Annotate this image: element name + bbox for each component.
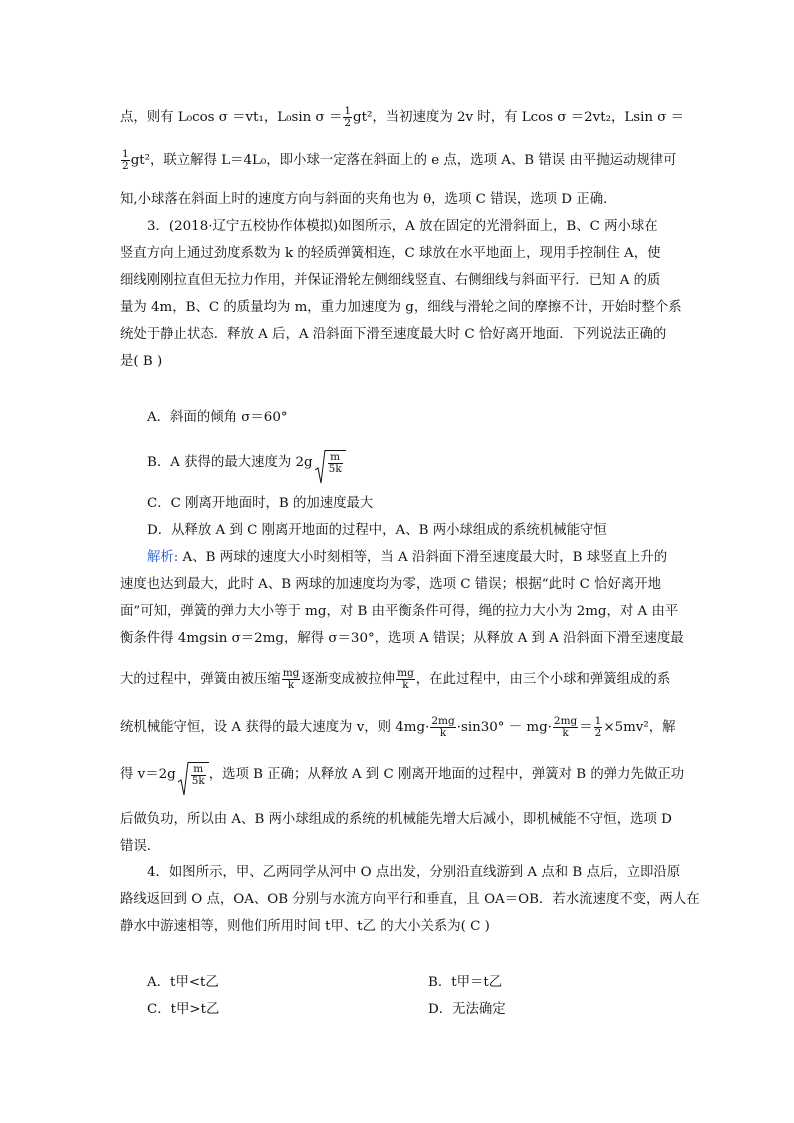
q3-option-b: B．A 获得的最大速度为 2g $\frac{m}{5k}$ — [147, 450, 346, 475]
solution-prev-line-3: 知,小球落在斜面上时的速度方向与斜面的夹角也为 θ，选项 C 错误，选项 D 正确． — [120, 192, 617, 207]
q3-stem-line-2: 竖直方向上通过劲度系数为 k 的轻质弹簧相连，C 球放在水平地面上，现用手控制住 A，使 — [120, 246, 661, 261]
analysis-line-3: 面”可知，弹簧的弹力大小等于 mg，对 B 由平衡条件可得，绳的拉力大小为 2mg，对 A 由平 — [120, 604, 679, 619]
solution-prev-line-2: $\frac{1}{2}$ gt²，联立解得 L＝4L₀，即小球一定落在斜面上的 e 点，选项 A、B 错误 由平抛运动规律可 — [122, 148, 677, 172]
sqrt-expression: $\frac{m}{5k}$ — [315, 450, 346, 475]
analysis-line-8: 后做负功，所以由 A、B 两小球组成的系统的机械能先增大后减小，即机械能不守恒，选项 D — [120, 812, 672, 827]
q4-stem-line-1: 4．如图所示，甲、乙两同学从河中 O 点出发，分别沿直线游到 A 点和 B 点后，立即沿原 — [147, 865, 681, 880]
q4-option-b: B．t甲＝t乙 — [428, 975, 503, 990]
q3-option-c: C．C 刚离开地面时，B 的加速度最大 — [147, 496, 374, 511]
q4-option-c: C．t甲>t乙 — [147, 1002, 220, 1017]
analysis-line-5: 大的过程中，弹簧由被压缩 $\frac{mg}{k}$ 逐渐变成被拉伸 $\frac{mg}{k}$ ，在此过程中，由三个小球和弹簧组成的系 — [120, 667, 671, 691]
analysis-line-1: 解析: A、B 两球的速度大小时刻相等，当 A 沿斜面下滑至速度最大时，B 球竖直上升的 — [147, 550, 668, 565]
q3-option-a: A．斜面的倾角 σ＝60° — [147, 410, 288, 425]
q3-stem-line-4: 量为 4m，B、C 的质量均为 m，重力加速度为 g，细线与滑轮之间的摩擦不计，开始时整个系 — [120, 300, 682, 315]
analysis-line-7: 得 v＝2g $\frac{m}{5k}$ ，选项 B 正确；从释放 A 到 C 刚离开地面的过程中，弹簧对 B 的弹力先做正功 — [120, 762, 684, 787]
analysis-line-6: 统机械能守恒，设 A 获得的最大速度为 v，则 4mg· $\frac{2mg}{k}$ ·sin30° － mg· $\frac{2mg}{k}$ ＝ $\frac{1}{2}$ ×5mv²，解 — [120, 715, 676, 739]
sqrt-expression: $\frac{m}{5k}$ — [178, 762, 209, 787]
analysis-line-4: 衡条件得 4mgsin σ＝2mg，解得 σ＝30°，选项 A 错误；从释放 A 到 A 沿斜面下滑至速度最 — [120, 631, 684, 646]
solution-prev-line-1: 点，则有 L₀cos σ ＝vt₁，L₀sin σ ＝ $\frac{1}{2}$ gt²，当初速度为 2v 时，有 Lcos σ ＝2vt₂，Lsin σ ＝ — [120, 105, 685, 129]
q3-stem-line-6: 是( B ) — [120, 354, 163, 369]
q4-stem-line-2: 路线返回到 O 点，OA、OB 分别与水流方向平行和垂直，且 OA＝OB．若水流速度不变，两人在 — [120, 892, 700, 907]
q4-stem-line-3: 静水中游速相等，则他们所用时间 t甲、t乙 的大小关系为( C ) — [120, 919, 490, 934]
q4-option-a: A．t甲<t乙 — [147, 975, 219, 990]
q3-option-d: D．从释放 A 到 C 刚离开地面的过程中，A、B 两小球组成的系统机械能守恒 — [147, 523, 607, 538]
analysis-line-9: 错误． — [120, 839, 161, 854]
q3-stem-line-3: 细线刚刚拉直但无拉力作用，并保证滑轮左侧细线竖直、右侧细线与斜面平行．已知 A 的质 — [120, 273, 661, 288]
analysis-label: 解析: — [147, 550, 179, 565]
analysis-line-2: 速度也达到最大，此时 A、B 两球的加速度均为零，选项 C 错误；根据“此时 C 恰好离开地 — [120, 577, 662, 592]
q3-stem-line-5: 统处于静止状态．释放 A 后，A 沿斜面下滑至速度最大时 C 恰好离开地面．下列说法正确的 — [120, 327, 667, 342]
q4-option-d: D．无法确定 — [428, 1002, 506, 1017]
q3-stem-line-1: 3．(2018·辽宁五校协作体模拟)如图所示，A 放在固定的光滑斜面上，B、C 两小球在 — [147, 219, 658, 234]
fraction-half: $\frac{1}{2}$ — [122, 148, 129, 172]
fraction-half: $\frac{1}{2}$ — [344, 105, 352, 129]
